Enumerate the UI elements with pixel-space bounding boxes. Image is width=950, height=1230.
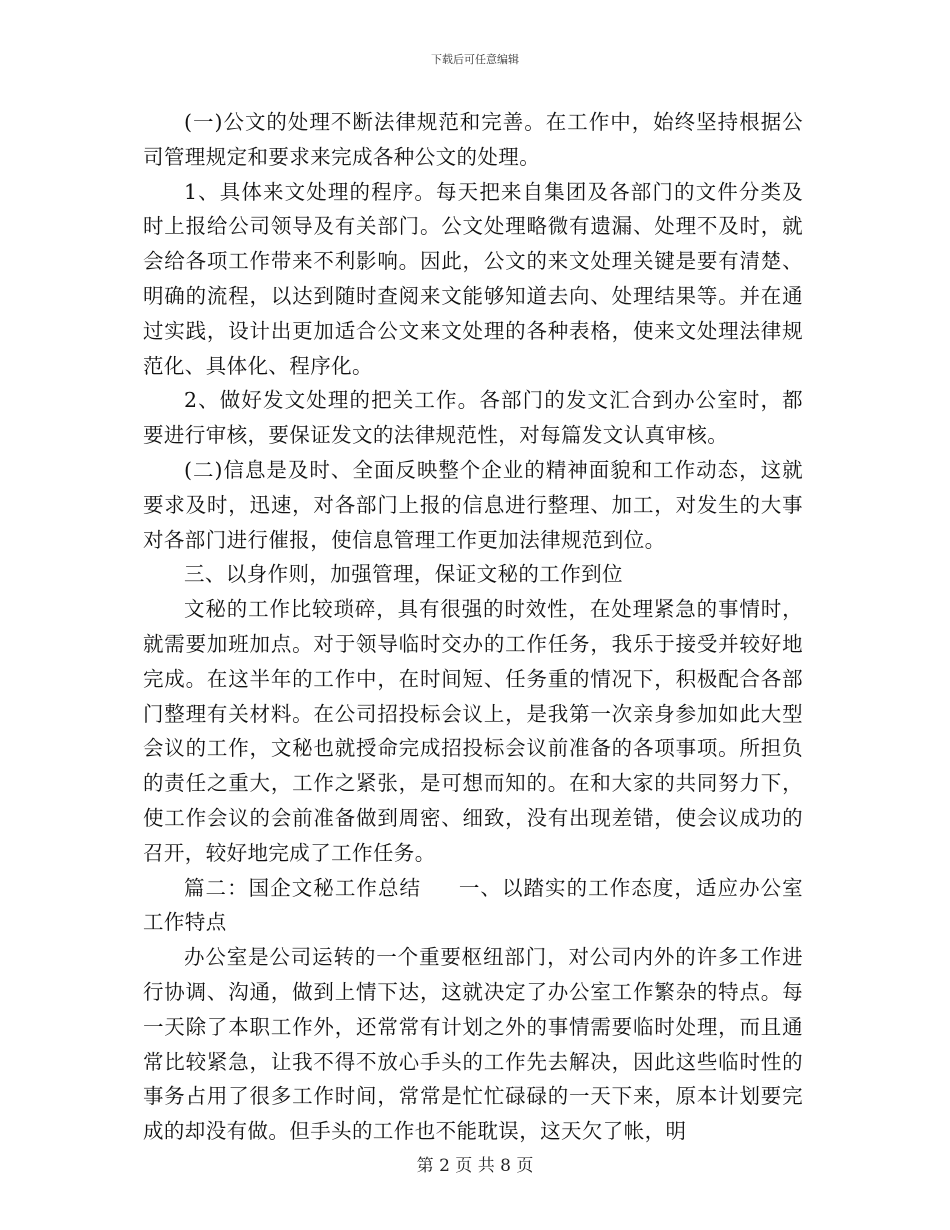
paragraph: 2、做好发文处理的把关工作。各部门的发文汇合到办公室时，都要进行审核，要保证发文的法律规范性，对每篇发文认真审核。 — [143, 388, 803, 448]
paragraph: 办公室是公司运转的一个重要枢纽部门，对公司内外的许多工作进行协调、沟通，做到上情下达，这就决定了办公室工作繁杂的特点。每一天除了本职工作外，还常常有计划之外的事情需要临时处理，而且通常比较紧急，让我不得不放心手头的工作先去解决，因此这些临时性的事务占用了很多工作时间，常常是忙忙碌碌的一天下来，原本计划要完成的却没有做。但手头的工作也不能耽误，这天欠了帐，明 — [143, 945, 803, 1144]
paragraph: (二)信息是及时、全面反映整个企业的精神面貌和工作动态，这就要求及时，迅速，对各部门上报的信息进行整理、加工，对发生的大事对各部门进行催报，使信息管理工作更加法律规范到位。 — [143, 457, 803, 552]
page-number: 第 2 页 共 8 页 — [416, 1156, 534, 1176]
header-note: 下载后可任意编辑 — [431, 53, 519, 66]
paragraph: 1、具体来文处理的程序。每天把来自集团及各部门的文件分类及时上报给公司领导及有关部门。公文处理略微有遗漏、处理不及时，就会给各项工作带来不利影响。因此，公文的来文处理关键是要有清楚、明确的流程，以达到随时查阅来文能够知道去向、处理结果等。并在通过实践，设计出更加适合公文来文处理的各种表格，使来文处理法律规范化、具体化、程序化。 — [143, 179, 803, 378]
paragraph: 篇二：国企文秘工作总结 一、以踏实的工作态度，适应办公室工作特点 — [143, 875, 803, 935]
paragraph: 文秘的工作比较琐碎，具有很强的时效性，在处理紧急的事情时，就需要加班加点。对于领导临时交办的工作任务，我乐于接受并较好地完成。在这半年的工作中，在时间短、任务重的情况下，积极配合各部门整理有关材料。在公司招投标会议上，是我第一次亲身参加如此大型会议的工作，文秘也就授命完成招投标会议前准备的各项事项。所担负的责任之重大，工作之紧张，是可想而知的。在和大家的共同努力下，使工作会议的会前准备做到周密、细致，没有出现差错，使会议成功的召开，较好地完成了工作任务。 — [143, 597, 803, 865]
page-footer — [0, 1155, 950, 1177]
section-heading: 三、以身作则，加强管理，保证文秘的工作到位 — [184, 562, 623, 587]
page-header — [0, 53, 950, 67]
document-body — [143, 105, 803, 1149]
paragraph: (一)公文的处理不断法律规范和完善。在工作中，始终坚持根据公司管理规定和要求来完成各种公文的处理。 — [143, 110, 803, 169]
